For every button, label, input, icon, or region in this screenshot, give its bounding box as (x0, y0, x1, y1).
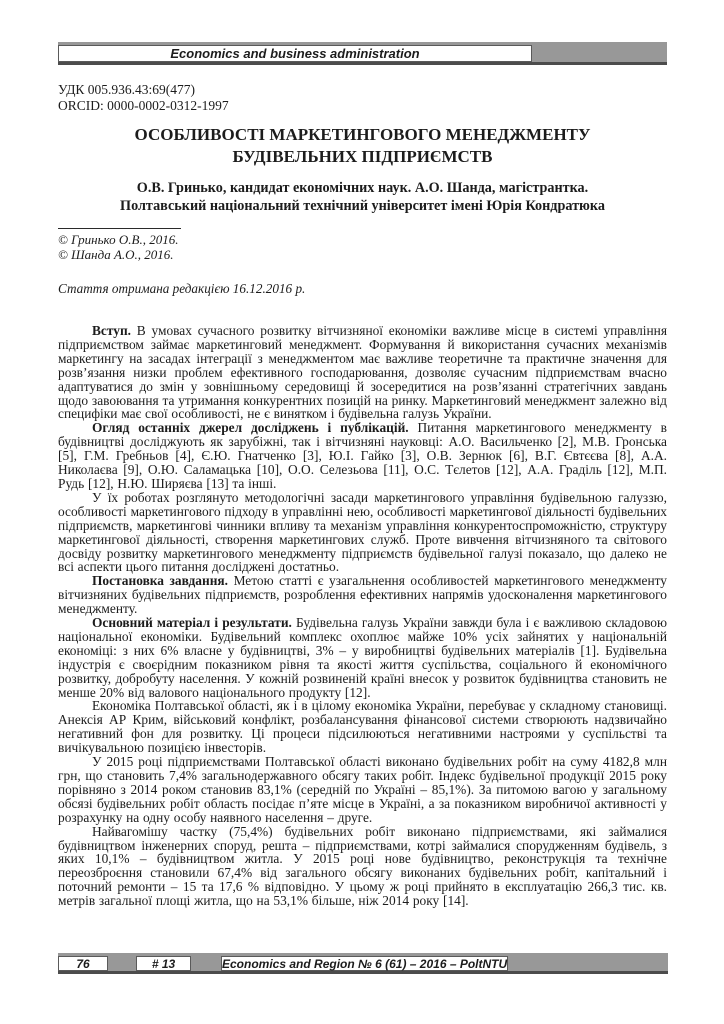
paragraph-lead: Огляд останніх джерел досліджень і публікацій. (92, 420, 418, 436)
paragraph-text: Будівельна галузь України завжди була і є важливою складовою національної економіки. Будівельний комплекс охоплює майже 10% усіх зайнятих у національній економіці: з них 6% власне у будівництві, 3% – у виробництві будівельних матеріалів [1]. Будівельна індустрія є своєрідним показником рівня та якості життя суспільства, соціального й економічного розвитку, добробуту населення. У кожній розвиненій країні внесок у розвиток будівництва становить не менше 20% від валового національного продукту [12]. (58, 615, 667, 700)
article-title-line-1: ОСОБЛИВОСТІ МАРКЕТИНГОВОГО МЕНЕДЖМЕНТУ (134, 125, 591, 144)
article-body (58, 324, 667, 908)
footer-gray-block (508, 956, 668, 971)
paragraph (58, 574, 667, 616)
article-title-line-2: БУДІВЕЛЬНИХ ПІДПРИЄМСТВ (232, 147, 493, 166)
footer-gray-block (108, 956, 136, 971)
orcid-line: ORCID: 0000-0002-0312-1997 (58, 98, 229, 113)
paragraph (58, 421, 667, 491)
paragraph-text: Питання маркетингового менеджменту в будівництві досліджують як зарубіжні, так і вітчизняні науковці: А.О. Васильченко [2], М.В. Гронська [5], Г.М. Гребньов [4], Є.Ю. Гнатченко [3], Ю.І. Гайко [3], О.В. Зернюк [6], В.Г. Євтєєва [8], А.А. Николаєва [9], О.Ю. Саламацька [10], О.О. Селезьова [11], О.С. Тєлетов [12], А.А. Граділь [12], М.П. Рудь [12], Н.Ю. Ширяєва [13] та інші. (58, 420, 667, 491)
footer-issue-box (136, 956, 191, 971)
authors-line-2: Полтавський національний технічний університет імені Юрія Кондратюка (120, 197, 605, 214)
paragraph (58, 699, 667, 755)
article-title (58, 124, 667, 168)
header-gray-block (532, 45, 667, 62)
paragraph-text: Найвагомішу частку (75,4%) будівельних робіт виконано підприємствами, які займалися будівництвом інженерних споруд, решта – підприємствами, котрі займалися спорудженням будівель, з яких 10,1% – будівництвом житла. У 2015 році нове будівництво, реконструкція та технічне переозброєння становили 67,4% від загального обсягу виконаних будівельних робіт, капітальний і поточний ремонти – 15 та 17,6 % відповідно. У цьому ж році прийнято в експлуатацію 266,3 тис. кв. метрів загальної площі житла, що на 53,1% більше, ніж 2014 року [14]. (58, 823, 667, 909)
footer-page-number-box (58, 956, 108, 971)
udc-line: УДК 005.936.43:69(477) (58, 82, 196, 97)
copyright-line-2: © Шанда А.О., 2016. (58, 247, 174, 262)
received-note: Стаття отримана редакцією 16.12.2016 р. (58, 281, 306, 296)
paragraph (58, 324, 667, 421)
paragraph-text: У їх роботах розглянуто методологічні засади маркетингового управління будівельною галуззю, особливості маркетингового підходу в управлінні нею, особливості маркетингової діяльності будівельних підприємств, маркетингові чинники впливу та механізм управління конкурентоспроможністю, структуру маркетингової діяльності, створення маркетингових служб. Проте вивчення вітчизняного та світового досвіду розвитку маркетингового менеджменту підприємств будівельної галузі показало, що далеко не всі аспекти цього питання досліджені достатньо. (58, 489, 667, 575)
paragraph (58, 491, 667, 574)
paragraph-lead: Вступ. (92, 323, 137, 338)
paragraph (58, 825, 667, 908)
paragraph-lead: Постановка завдання. (92, 573, 234, 589)
footer-page-number: 76 (76, 956, 90, 971)
paragraph-text: Економіка Полтавської області, як і в цілому економіка України, перебуває у складному становищі. Анексія АР Крим, військовий конфлікт, розбалансування фінансової системи створюють надзвичайно негативний фон для розвитку. Ці процеси підсилюються негативними настроями у суспільстві та вичікувальною позицією інвесторів. (58, 698, 667, 756)
header-section-title: Economics and business administration (170, 46, 420, 61)
copyright-block (58, 228, 667, 262)
header-section-box (58, 45, 532, 62)
paragraph (58, 616, 667, 699)
footnote-rule (58, 228, 181, 229)
copyright-line-1: © Гринько О.В., 2016. (58, 232, 179, 247)
paragraph-lead: Основний матеріал і результати. (92, 615, 296, 631)
paragraph (58, 755, 667, 825)
authors-block (58, 180, 667, 215)
journal-header-bar (58, 42, 667, 65)
footer-gray-block (191, 956, 221, 971)
footer-journal-box (221, 956, 508, 971)
footer-journal-title: Economics and Region № 6 (61) – 2016 – PoltNTU (222, 956, 508, 971)
paragraph-text: У 2015 році підприємствами Полтавської області виконано будівельних робіт на суму 4182,8 млн грн, що становить 7,4% загальнодержавного обсягу таких робіт. Індекс будівельної продукції 2015 року порівняно з 2014 роком становив 83,1% (середній по Україні – 85,1%). За питомою вагою у загальному обсязі будівельних робіт область посідає п’яте місце в Україні, а за показником виробничої активності у розрахунку на одну особу наявного населення – друге. (58, 754, 667, 825)
paragraph-text: В умовах сучасного розвитку вітчизняної економіки важливе місце в системі управління підприємством займає маркетинговий менеджмент. Формування й використання сучасних механізмів маркетингу на засадах інтеграції з менеджментом має важливе теоретичне та практичне значення для розв’язання низки проблем ефективного господарювання, дозволяє сучасним підприємствам вчасно адаптуватися до змін у зовнішньому середовищі й зосередитися на розв’язанні стратегічних завдань щодо завоювання та утримання конкурентних позицій на ринку. Маркетинговий менеджмент залежно від специфіки має свої особливості, не є винятком і будівельна галузь України. (58, 323, 667, 422)
authors-line-1: О.В. Гринько, кандидат економічних наук. А.О. Шанда, магістрантка. (136, 180, 589, 196)
footer-bar (58, 953, 668, 974)
paragraph-text: Метою статті є узагальнення особливостей маркетингового менеджменту вітчизняних будівельних підприємств, розроблення ефективних напрямів удосконалення маркетингового менеджменту. (58, 573, 667, 617)
footer-issue-label: # 13 (151, 956, 176, 971)
